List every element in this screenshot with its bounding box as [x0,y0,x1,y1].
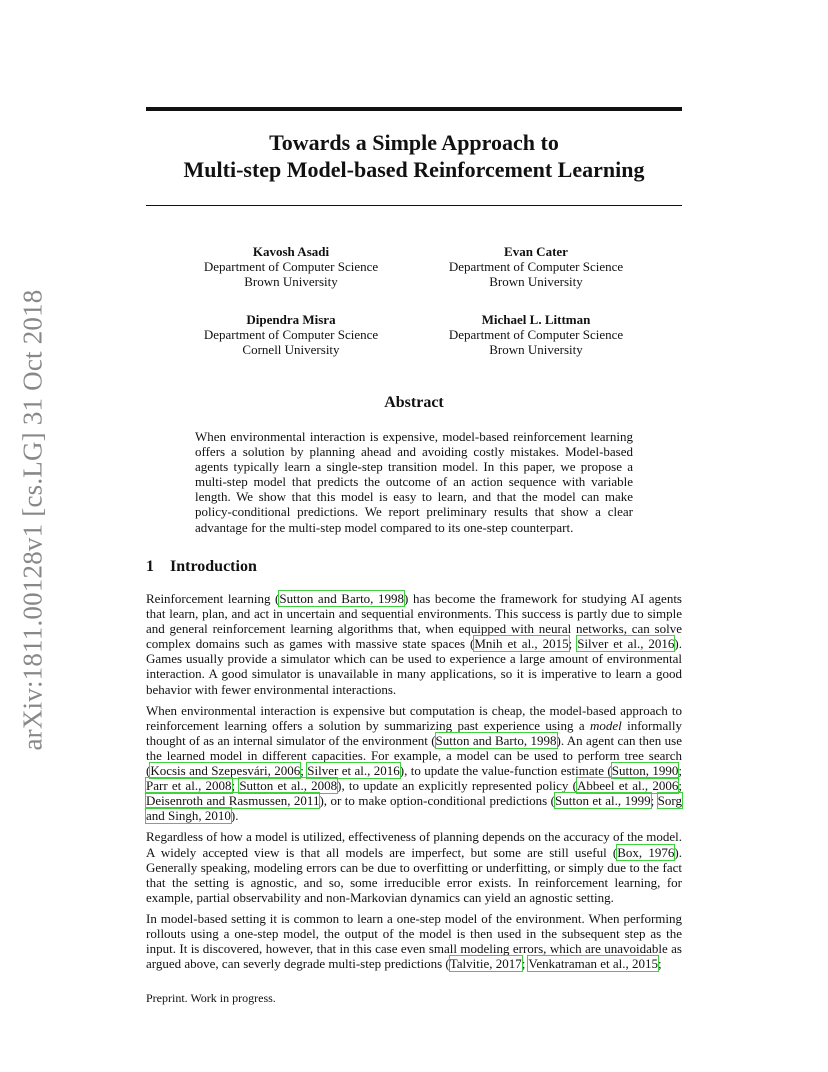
title-rule-top [146,107,682,111]
citation-link[interactable]: Box, 1976 [617,844,675,860]
citation-link[interactable]: Sutton and Barto, 1998 [435,732,557,748]
author-name: Michael L. Littman [481,312,591,327]
citation-link[interactable]: Sutton and Barto, 1998 [279,591,405,606]
citation-link[interactable]: Sutton et al., 1999 [555,793,651,809]
author-block [416,244,656,289]
body-text [146,591,682,977]
author-dept: Department of Computer Science [448,327,624,342]
section-number: 1 [146,558,154,575]
author-dept: Department of Computer Science [203,327,379,342]
author-block [171,312,411,357]
citation-link[interactable]: Sutton, 1990 [611,763,679,779]
citation-link[interactable]: Talvitie, 2017 [449,956,522,972]
arxiv-stamp-text: arXiv:1811.00128v1 [cs.LG] 31 Oct 2018 [17,289,48,751]
author-univ: Brown University [244,274,338,289]
citation-link[interactable]: Mnih et al., 2015 [474,636,569,652]
author-univ: Cornell University [242,342,340,357]
citation-link[interactable]: Sorg and Singh, 2010 [146,793,682,824]
author-dept: Department of Computer Science [203,259,379,274]
abstract-body: When environmental interaction is expensive, model-based reinforcement learning offers a solution by planning ahead and avoiding costly mistakes. Model-based agents typically learn a single-step transition model. In this paper, we propose a multi-step model that predicts the outcome of an action sequence with variable length. We show that this model is easy to learn, and that the model can make policy-conditional predictions. We report preliminary results that show a clear advantage for the multi-step model compared to its one-step counterpart. [195,429,633,535]
abstract-heading: Abstract [384,394,444,411]
paper-title [146,129,682,183]
citation-link[interactable]: Abbeel et al., 2006 [576,778,679,794]
author-name: Kavosh Asadi [252,244,330,259]
arxiv-stamp [18,290,48,750]
paragraph: When environmental interaction is expensive but computation is cheap, the model-based approach to reinforcement learning offers a solution by summarizing past experience using a model informally thought of as an internal simulator of the environment (Sutton and Barto, 1998). An agent can then use the learned model in different capacities. For example, a model can be used to perform tree search (Kocsis and Szepesvári, 2006; Silver et al., 2016), to update the value-function estimate (Sutton, 1990; Parr et al., 2008; Sutton et al., 2008), to update an explicitly represented policy (Abbeel et al., 2006; Deisenroth and Rasmussen, 2011), or to make option-conditional predictions (Sutton et al., 1999; Sorg and Singh, 2010). [146,702,682,824]
paragraph: Regardless of how a model is utilized, effectiveness of planning depends on the accuracy of the model. A widely accepted view is that all models are imperfect, but some are still useful (Box, 1976). Generally speaking, modeling errors can be due to overfitting or underfitting, or simply due to the fact that the setting is agnostic, and so, some irreducible error exists. In reinforcement learning, for example, partial observability and non-Markovian dynamics can yield an agnostic setting. [146,829,683,905]
paragraph: In model-based setting it is common to learn a one-step model of the environment. When performing rollouts using a one-step model, the output of the model is then used in the subsequent step as the input. It is discovered, however, that in this case even small modeling errors, which are unavoidable as argued above, can severly degrade multi-step predictions (Talvitie, 2017; Venkatraman et al., 2015; [146,910,682,972]
section-title: Introduction [170,558,257,575]
citation-link[interactable]: Parr et al., 2008 [146,778,232,794]
paragraph: Reinforcement learning (Sutton and Barto, 1998) has become the framework for studying AI agents that learn, plan, and act in uncertain and sequential environments. This success is partly due to simple and general reinforcement learning algorithms that, when equipped with neural networks, can solve complex domains such as games with massive state spaces (Mnih et al., 2015; Silver et al., 2016). Games usually provide a simulator which can be used to experience a large amount of environmental interaction. A good simulator is unavailable in many applications, so it is imperative to learn a good behavior with fewer environmental interactions. [146,591,682,697]
citation-link[interactable]: Silver et al., 2016 [577,636,675,652]
citation-link[interactable]: Silver et al., 2016 [307,763,400,779]
title-rule-bottom [146,205,682,206]
author-block [171,244,411,289]
author-dept: Department of Computer Science [448,259,624,274]
footer-note: Preprint. Work in progress. [146,991,276,1005]
citation-link[interactable]: Venkatraman et al., 2015 [528,956,658,972]
title-line-1: Towards a Simple Approach to [269,130,559,155]
citation-link[interactable]: Deisenroth and Rasmussen, 2011 [146,793,320,809]
author-univ: Brown University [489,342,583,357]
author-univ: Brown University [489,274,583,289]
author-name: Evan Cater [504,244,568,259]
section-heading [146,558,257,576]
citation-link[interactable]: Kocsis and Szepesvári, 2006 [150,763,301,779]
title-line-2: Multi-step Model-based Reinforcement Learning [183,157,645,182]
citation-link[interactable]: Sutton et al., 2008 [239,778,338,794]
author-block [416,312,656,357]
author-name: Dipendra Misra [246,312,336,327]
